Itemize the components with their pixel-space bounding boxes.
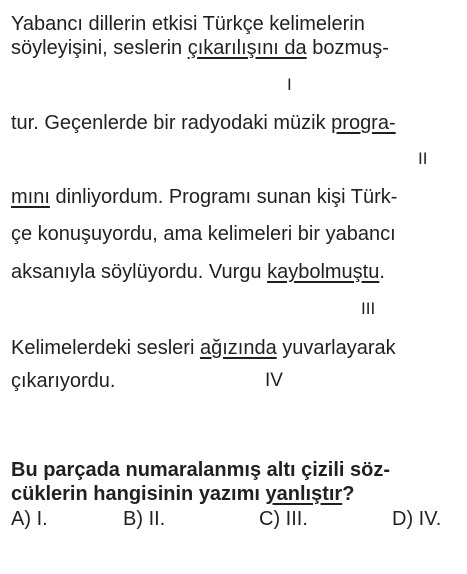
option-value: III. bbox=[285, 508, 308, 530]
passage-text: Kelimelerdeki sesleri bbox=[11, 337, 200, 359]
passage-line-5: çe konuşuyordu, ama kelimeleri bir yabancı bbox=[11, 223, 396, 245]
underlined-word-2-continued: mını bbox=[11, 186, 50, 208]
numeral-1: I bbox=[287, 75, 292, 94]
underlined-word-2: progra- bbox=[331, 112, 396, 134]
passage-line-3 bbox=[11, 112, 396, 134]
option-letter: D) bbox=[392, 508, 414, 530]
underlined-word-1: çıkarılışını da bbox=[187, 37, 307, 59]
numeral-3: III bbox=[361, 299, 376, 318]
option-d[interactable] bbox=[392, 508, 441, 530]
passage-text: dinliyordum. Programı sunan kişi Türk- bbox=[49, 186, 398, 208]
question-text: ? bbox=[342, 483, 355, 505]
passage-line-6 bbox=[11, 261, 385, 283]
passage-line-8: çıkarıyordu. bbox=[11, 370, 116, 392]
option-c[interactable] bbox=[259, 508, 308, 530]
option-letter: C) bbox=[259, 508, 281, 530]
option-value: I. bbox=[36, 508, 48, 530]
question-emphasis: yanlıştır bbox=[265, 483, 343, 505]
question-text: cüklerin hangisinin yazımı bbox=[11, 483, 266, 505]
option-value: IV. bbox=[418, 508, 442, 530]
numeral-2: II bbox=[418, 149, 428, 168]
passage-text: bozmuş- bbox=[306, 37, 389, 59]
option-letter: A) bbox=[11, 508, 31, 530]
question-line-1: Bu parçada numaralanmış altı çizili söz- bbox=[11, 459, 391, 481]
passage-text: yuvarlayarak bbox=[276, 337, 396, 359]
option-value: II. bbox=[148, 508, 166, 530]
passage-text: aksanıyla söylüyordu. Vurgu bbox=[11, 261, 268, 283]
passage-line-7 bbox=[11, 337, 396, 359]
option-a[interactable] bbox=[11, 508, 48, 530]
question-line-2 bbox=[11, 483, 354, 505]
underlined-word-4: ağızında bbox=[199, 337, 277, 359]
numeral-4: IV bbox=[265, 370, 283, 391]
option-b[interactable] bbox=[123, 508, 165, 530]
passage-text: söyleyişini, seslerin bbox=[11, 37, 188, 59]
passage-line-2 bbox=[11, 37, 389, 59]
passage-text: . bbox=[379, 261, 385, 283]
option-letter: B) bbox=[123, 508, 143, 530]
passage-text: tur. Geçenlerde bir radyodaki müzik bbox=[11, 112, 332, 134]
passage-line-1: Yabancı dillerin etkisi Türkçe kelimelerin bbox=[11, 13, 365, 35]
passage-line-4 bbox=[11, 186, 397, 208]
underlined-word-3: kaybolmuştu bbox=[267, 261, 380, 283]
